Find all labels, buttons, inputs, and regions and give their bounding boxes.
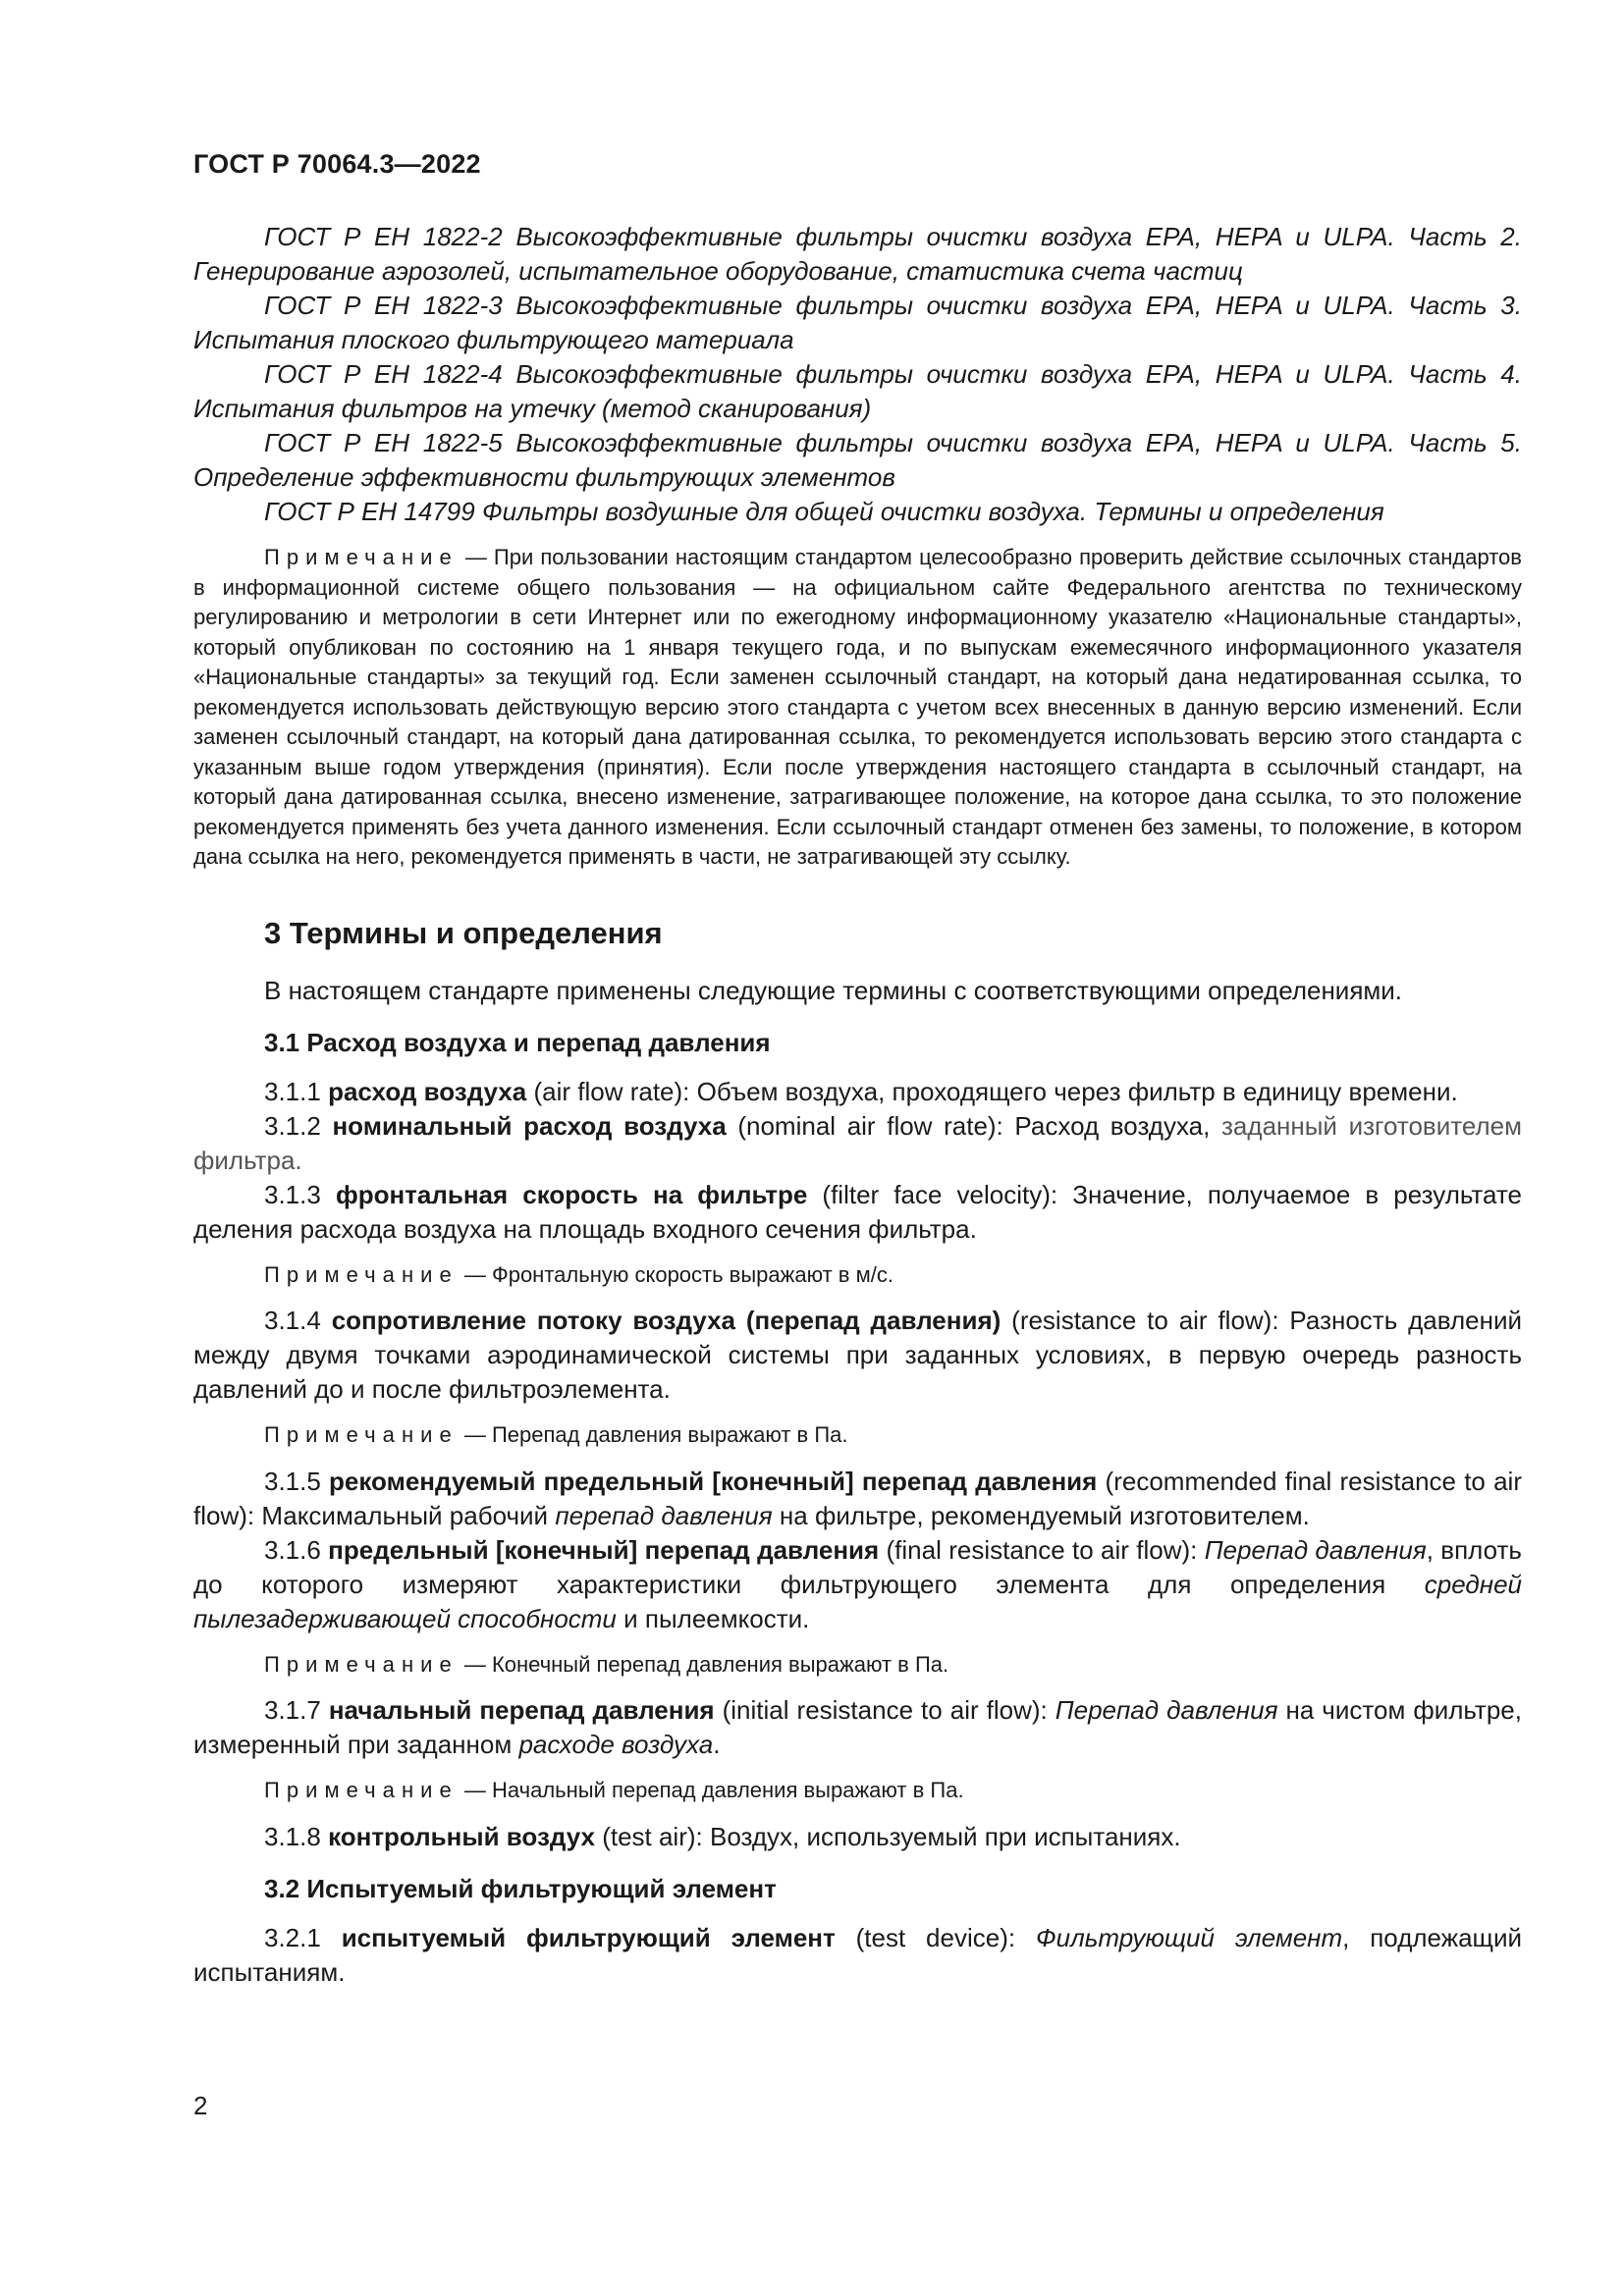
term-note: Примечание — Перепад давления выражают в Па. <box>264 1422 848 1447</box>
subsection-title: 3.1 Расход воздуха и перепад давления <box>264 1027 771 1057</box>
term-english: (test device): <box>855 1922 1036 1952</box>
term-name: испытуемый фильтрующий элемент <box>341 1922 836 1952</box>
note-text: При пользовании настоящим стандартом целесообразно проверить действие ссылочных стандартов в информационной системе общего пользования — на официальном сайте Федерального агентства по техническому регулированию и метрологии в сети Интернет или по ежегодному информационному указателю «Национальные стандарты», который опубликован по состоянию на 1 января текущего года, и по выпускам ежемесячного информационного указателя «Национальные стандарты» за текущий год. Если заменен ссылочный стандарт, на который дана недатированная ссылка, то рекомендуется использовать действующую версию этого стандарта с учетом всех внесенных в данную версию изменений. Если заменен ссылочный стандарт, на который дана датированная ссылка, то рекомендуется использовать версию этого стандарта с указанным выше годом утверждения (принятия). Если после утверждения настоящего стандарта в ссылочный стандарт, на который дана датированная ссылка, внесено изменение, затрагивающее положение, на которое дана ссылка, то это положение рекомендуется применять без учета данного изменения. Если ссылочный стандарт отменен без замены, то положение, в котором дана ссылка на него, рекомендуется применять в части, не затрагивающей эту ссылку. <box>193 545 1522 869</box>
term-name: расход воздуха <box>328 1076 527 1106</box>
term-entry <box>193 1820 1522 1854</box>
term-number: 3.1.1 <box>264 1076 321 1106</box>
term-entry: 3.1.5 рекомендуемый предельный [конечный] перепад давления (recommended final resistance to air flow): Максимальный рабочий перепад давления на фильтре, рекомендуемый изготовителем. <box>193 1466 1522 1530</box>
term-name: рекомендуемый предельный [конечный] перепад давления <box>329 1466 1098 1496</box>
reference-list <box>193 220 1522 529</box>
reference-note: Примечание — При пользовании настоящим стандартом целесообразно проверить действие ссылочных стандартов в информационной системе общего пользования — на официальном сайте Федерального агентства по техническому регулированию и метрологии в сети Интернет или по ежегодному информационному указателю «Национальные стандарты», который опубликован по состоянию на 1 января текущего года, и по выпускам ежемесячного информационного указателя «Национальные стандарты» за текущий год. Если заменен ссылочный стандарт, на который дана недатированная ссылка, то рекомендуется использовать действующую версию этого стандарта с учетом всех внесенных в данную версию изменений. Если заменен ссылочный стандарт, на который дана датированная ссылка, то рекомендуется использовать версию этого стандарта с указанным выше годом утверждения (принятия). Если после утверждения настоящего стандарта в ссылочный стандарт, на который дана датированная ссылка, внесено изменение, затрагивающее положение, на которое дана ссылка, то это положение рекомендуется применять без учета данного изменения. Если ссылочный стандарт отменен без замены, то положение, в котором дана ссылка на него, рекомендуется применять в части, не затрагивающей эту ссылку. <box>193 545 1522 869</box>
page-header-standard-code: ГОСТ Р 70064.3—2022 <box>193 149 481 179</box>
term-definition-grey: заданный изготовителем фильтра. <box>193 1110 1522 1175</box>
term-english: (resistance to air flow): <box>1011 1306 1290 1335</box>
term-number: 3.1.8 <box>264 1821 321 1851</box>
term-entry <box>193 1178 1522 1247</box>
term-entry <box>193 1304 1522 1407</box>
term-definition: Разность давлений между двумя точками аэродинамической системы при заданных условиях, в первую очередь разность давлений до и после фильтроэлемента. <box>193 1306 1522 1404</box>
term-number: 3.1.6 <box>264 1534 321 1565</box>
term-english: (initial resistance to air flow): <box>722 1695 1056 1725</box>
subsection-title: 3.2 Испытуемый фильтрующий элемент <box>264 1873 777 1903</box>
term-number: 3.1.3 <box>264 1179 321 1209</box>
term-number: 3.1.5 <box>264 1466 321 1496</box>
reference-item: ГОСТ Р ЕН 1822-3 Высокоэффективные фильтры очистки воздуха EPA, HEPA и ULPA. Часть 3. Испытания плоского фильтрующего материала <box>193 291 1522 354</box>
term-entry: 3.1.7 начальный перепад давления (initial resistance to air flow): Перепад давления на чистом фильтре, измеренный при заданном расходе воздуха. <box>193 1695 1522 1759</box>
document-body <box>193 220 1522 1990</box>
term-number: 3.2.1 <box>264 1922 321 1952</box>
section-intro: В настоящем стандарте применены следующие термины с соответствующими определениями. <box>264 975 1403 1005</box>
note-label: Примечание <box>264 545 459 569</box>
term-note: Примечание — Фронтальную скорость выражают в м/с. <box>264 1261 893 1287</box>
term-definition: Объем воздуха, проходящего через фильтр в единицу времени. <box>696 1076 1458 1106</box>
term-number: 3.1.2 <box>264 1110 321 1141</box>
reference-item: ГОСТ Р ЕН 1822-4 Высокоэффективные фильтры очистки воздуха EPA, HEPA и ULPA. Часть 4. Испытания фильтров на утечку (метод сканирования) <box>193 359 1522 423</box>
term-definition: Расход воздуха, <box>1014 1110 1222 1141</box>
term-name: фронтальная скорость на фильтре <box>335 1179 808 1209</box>
term-entry: 3.1.6 предельный [конечный] перепад давления (final resistance to air flow): Перепад давления, вплоть до которого измеряют характеристики фильтрующего элемента для определения средней пылезадерживающей способности и пылеемкости. <box>193 1534 1522 1633</box>
reference-item: ГОСТ Р ЕН 1822-5 Высокоэффективные фильтры очистки воздуха EPA, HEPA и ULPA. Часть 5. Определение эффективности фильтрующих элементов <box>193 428 1522 492</box>
term-name: номинальный расход воздуха <box>332 1110 727 1141</box>
term-number: 3.1.7 <box>264 1695 321 1725</box>
term-entry: 3.2.1 испытуемый фильтрующий элемент (test device): Фильтрующий элемент, подлежащий испытаниям. <box>193 1922 1522 1987</box>
term-entry <box>193 1109 1522 1178</box>
term-name: предельный [конечный] перепад давления <box>328 1534 880 1565</box>
reference-item: ГОСТ Р ЕН 1822-2 Высокоэффективные фильтры очистки воздуха EPA, HEPA и ULPA. Часть 2. Генерирование аэрозолей, испытательное оборудование, статистика счета частиц <box>193 222 1522 286</box>
term-english: (nominal air flow rate): <box>737 1110 1015 1141</box>
term-note: Примечание — Конечный перепад давления выражают в Па. <box>264 1651 949 1677</box>
term-name: контрольный воздух <box>328 1821 595 1851</box>
term-number: 3.1.4 <box>264 1306 321 1335</box>
section-title: 3 Термины и определения <box>264 915 663 950</box>
term-entry <box>193 1075 1522 1109</box>
term-english: (test air): <box>602 1821 710 1851</box>
term-english: (air flow rate): <box>533 1076 697 1106</box>
term-english: (filter face velocity): <box>822 1179 1073 1209</box>
term-definition: Значение, получаемое в результате деления расхода воздуха на площадь входного сечения фильтра. <box>193 1179 1522 1244</box>
term-english: (final resistance to air flow): <box>886 1534 1205 1565</box>
reference-item: ГОСТ Р ЕН 14799 Фильтры воздушные для общей очистки воздуха. Термины и определения <box>264 497 1384 526</box>
term-definition: Воздух, используемый при испытаниях. <box>709 1821 1181 1851</box>
term-english: (recommended final resistance to air flow): <box>193 1466 1522 1530</box>
term-name: сопротивление потоку воздуха (перепад давления) <box>331 1306 1001 1335</box>
term-note: Примечание — Начальный перепад давления выражают в Па. <box>264 1778 964 1802</box>
page-number: 2 <box>193 2091 208 2120</box>
term-name: начальный перепад давления <box>328 1695 715 1725</box>
